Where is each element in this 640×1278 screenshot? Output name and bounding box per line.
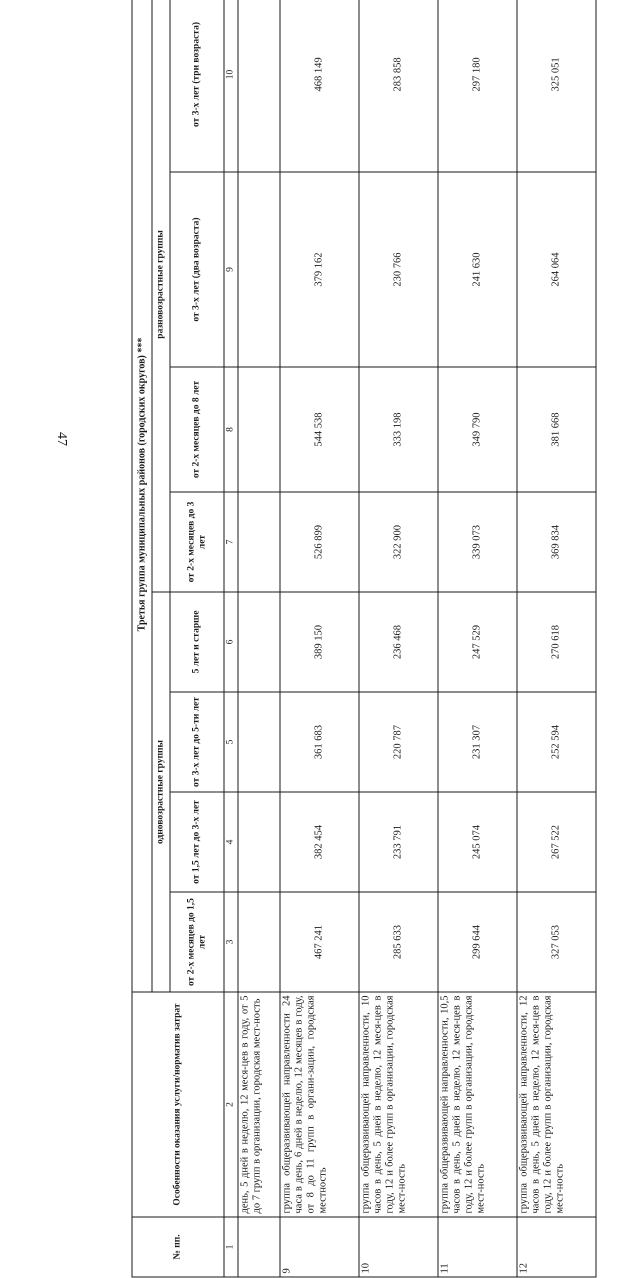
row-value: 233 791 (359, 792, 438, 892)
row-value: 349 790 (438, 367, 517, 492)
row-value: 285 633 (359, 892, 438, 992)
column-number-row (224, 0, 238, 1277)
subheader-6: от 2-х месяцев до 8 лет (170, 367, 224, 492)
colnum-9: 9 (224, 172, 238, 367)
row-value: 236 468 (359, 592, 438, 692)
row-number: 10 (359, 1217, 438, 1277)
row-value: 379 162 (280, 172, 359, 367)
row-value: 333 198 (359, 367, 438, 492)
table-row (238, 0, 280, 1277)
row-value (238, 0, 280, 172)
row-value: 468 149 (280, 0, 359, 172)
row-value: 325 051 (517, 0, 596, 172)
subheader-5: от 2-х месяцев до 3 лет (170, 492, 224, 592)
row-value: 544 538 (280, 367, 359, 492)
header-features: Особенности оказания услуги/норматив затрат (132, 992, 224, 1217)
row-value: 369 834 (517, 492, 596, 592)
colnum-8: 8 (224, 367, 238, 492)
subheader-7: от 3-х лет (два возраста) (170, 172, 224, 367)
row-value: 526 899 (280, 492, 359, 592)
page-number: 47 (54, 432, 69, 446)
row-value: 327 053 (517, 892, 596, 992)
row-value (238, 792, 280, 892)
row-value: 267 522 (517, 792, 596, 892)
row-description: день, 5 дней в неделю, 12 меся-цев в году, от 5 до 7 групп в организации, городская мест-ность (238, 992, 280, 1217)
row-value: 299 644 (438, 892, 517, 992)
row-value (238, 592, 280, 692)
row-value: 283 858 (359, 0, 438, 172)
row-number (238, 1217, 280, 1277)
table-row (280, 0, 359, 1277)
table-row (517, 0, 596, 1277)
row-value: 220 787 (359, 692, 438, 792)
subheader-2: от 1,5 лет до 3-х лет (170, 792, 224, 892)
row-value (238, 367, 280, 492)
row-value: 339 073 (438, 492, 517, 592)
row-value: 231 307 (438, 692, 517, 792)
row-value: 264 064 (517, 172, 596, 367)
colnum-6: 6 (224, 592, 238, 692)
row-number: 11 (438, 1217, 517, 1277)
row-value: 381 668 (517, 367, 596, 492)
subheader-8: от 3-х лет (три возраста) (170, 0, 224, 172)
row-value: 241 630 (438, 172, 517, 367)
row-value: 322 900 (359, 492, 438, 592)
row-value (238, 892, 280, 992)
subheader-3: от 3-х лет до 5-ти лет (170, 692, 224, 792)
row-value: 382 454 (280, 792, 359, 892)
header-same-age: одновозрастные группы (152, 592, 170, 992)
row-number: 12 (517, 1217, 596, 1277)
row-value: 245 074 (438, 792, 517, 892)
row-description: группа общеразвивающей направленности 24 часа в день, 6 дней в неделю, 12 месяцев в году, от 8 до 11 групп в органи-зации, городская местность (280, 992, 359, 1217)
row-description: группа общеразвивающей направленности, 12 часов в день, 5 дней в неделю, 12 меся-цев в году, 12 и более групп в организации, городская мест-ность (517, 992, 596, 1217)
colnum-5: 5 (224, 692, 238, 792)
table-row (359, 0, 438, 1277)
row-value: 247 529 (438, 592, 517, 692)
header-mixed-age: разновозрастные группы (152, 0, 170, 592)
header-no: № пп. (132, 1217, 224, 1277)
rotated-table-container (132, 0, 597, 1278)
row-number: 9 (280, 1217, 359, 1277)
cost-norms-table (132, 0, 597, 1278)
subheader-1: от 2-х месяцев до 1,5 лет (170, 892, 224, 992)
colnum-1: 1 (224, 1217, 238, 1277)
row-value: 270 618 (517, 592, 596, 692)
row-value (238, 692, 280, 792)
row-value: 297 180 (438, 0, 517, 172)
colnum-2: 2 (224, 992, 238, 1217)
row-value: 252 594 (517, 692, 596, 792)
colnum-7: 7 (224, 492, 238, 592)
colnum-3: 3 (224, 892, 238, 992)
colnum-4: 4 (224, 792, 238, 892)
table-row (438, 0, 517, 1277)
subheader-4: 5 лет и старше (170, 592, 224, 692)
row-value: 230 766 (359, 172, 438, 367)
row-description: группа общеразвивающей направленности, 10,5 часов в день, 5 дней в неделю, 12 меся-цев в году, 12 и более групп в организации, городская мест-ность (438, 992, 517, 1217)
row-value (238, 172, 280, 367)
row-value: 389 150 (280, 592, 359, 692)
colnum-10: 10 (224, 0, 238, 172)
row-value (238, 492, 280, 592)
row-value: 361 683 (280, 692, 359, 792)
row-value: 467 241 (280, 892, 359, 992)
row-description: группа общеразвивающей направленности, 10 часов в день, 5 дней в неделю, 12 меся-цев в году, 12 и более групп в организации, городская мест-ность (359, 992, 438, 1217)
header-group-title: Третья группа муниципальных районов (городских округов) *** (132, 0, 152, 992)
